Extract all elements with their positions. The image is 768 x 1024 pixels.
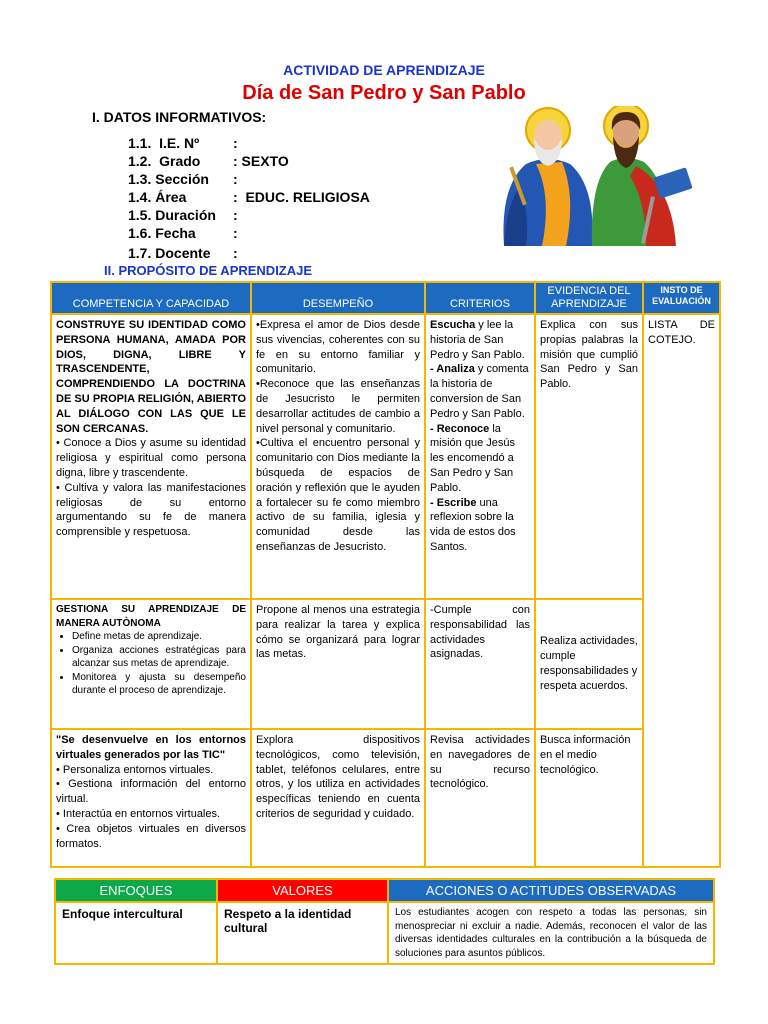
criterios-cell: -Cumple con responsabilidad las actividades asignadas. [425,599,535,729]
enfoques-table [54,878,715,965]
competencia-title: "Se desenvuelve en los entornos virtuales generados por las TIC" [56,734,246,761]
table-row [51,729,720,867]
capacidad-item: • Gestiona información del entorno virtual. [56,778,246,806]
capacidad-item: • Define metas de aprendizaje. [72,630,246,644]
capacidad-item: • Organiza acciones estratégicas para alcanzar sus metas de aprendizaje. [72,644,246,671]
section-proposito-title: II. PROPÓSITO DE APRENDIZAJE [104,263,313,278]
evidencia-cell: Busca información en el medio tecnológico. [535,729,643,867]
table-row [55,902,714,964]
desempeno-cell: Explora dispositivos tecnológicos, como televisión, tablet, teléfonos celulares, entre otros, y los utiliza en actividades específicas teniendo en cuenta criterios de seguridad y cuidado. [251,729,425,867]
desempeno-cell [251,314,425,599]
section-datos-informativos-title: I. DATOS INFORMATIVOS: [92,109,267,125]
capacidad-item: • Personaliza entornos virtuales. [56,763,214,776]
competencia-cell [51,729,251,867]
accion-cell: Los estudiantes acogen con respeto a todas las personas, sin menospreciar ni excluir a nadie. Además, reconocen el valor de las diversas identidades culturales en la contribución a la búsqueda de soluciones para asuntos públicos. [388,902,714,964]
desempeno-cell: Propone al menos una estrategia para realizar la tarea y explica cómo se organizará para lograr las metas. [251,599,425,729]
table-row [51,314,720,599]
capacidad-item: • Conoce a Dios y asume su identidad religiosa y espiritual como persona digna, libre y trascendente. [56,437,246,479]
info-grado: 1.2. Grado : SEXTO [128,153,289,169]
header-competencia: COMPETENCIA Y CAPACIDAD [51,282,251,314]
criterio-item: - Reconoce la misión que Jesús les encomendó a San Pedro y San Pablo. [430,422,515,494]
desempeno-item: •Cultiva el encuentro personal y comunitario con Dios mediante la búsqueda de espacios de oración y reflexión que le ayuden a fortalecer su fe como miembro activo de su familia, iglesia y comunidad desde las enseñanzas de Jesucristo. [256,437,420,553]
competencia-title: GESTIONA SU APRENDIZAJE DE MANERA AUTÒNOMA [56,604,246,629]
info-duracion: 1.5. Duración : [128,207,238,223]
info-seccion: 1.3. Sección : [128,171,238,187]
criterio-item: - Analiza y comenta la historia de conversion de San Pedro y San Pablo. [430,363,529,420]
enfoque-cell: Enfoque intercultural [55,902,217,964]
activity-title: ACTIVIDAD DE APRENDIZAJE [283,62,485,78]
table-row [51,599,720,729]
competencia-cell [51,599,251,729]
criterios-cell: Revisa actividades en navegadores de su recurso tecnológico. [425,729,535,867]
header-acciones: ACCIONES O ACTITUDES OBSERVADAS [388,879,714,902]
header-evidencia: EVIDENCIA DEL APRENDIZAJE [535,282,643,314]
capacidad-item: • Monitorea y ajusta su desempeño durante el proceso de aprendizaje. [72,671,246,698]
competencia-cell [51,314,251,599]
valor-cell: Respeto a la identidad cultural [217,902,388,964]
competencia-title: CONSTRUYE SU IDENTIDAD COMO PERSONA HUMANA, AMADA POR DIOS, DIGNA, LIBRE Y TRASCENDENTE, COMPRENDIENDO LA DOCTRINA DE SU PROPIA RELIGIÓN, ABIERTO AL DIÁLOGO CON LAS QUE LE SON CERCANAS. [56,319,246,435]
capacidad-item: • Crea objetos virtuales en diversos formatos. [56,822,246,850]
instrumento-cell: LISTA DE COTEJO. [643,314,720,867]
proposito-table [50,281,721,868]
info-area: 1.4. Área : EDUC. RELIGIOSA [128,189,370,205]
criterio-item: Escucha y lee la historia de San Pedro y San Pablo. [430,319,525,361]
evidencia-cell: Explica con sus propias palabras la misión que cumplió San Pedro y San Pablo. [535,314,643,599]
desempeno-item: •Reconoce que las enseñanzas de Jesucristo le permiten desarrollar actitudes de cambio a nivel personal y comunitario. [256,378,420,435]
info-fecha: 1.6. Fecha : [128,225,238,241]
evidencia-cell: Realiza actividades, cumple responsabilidades y respeta acuerdos. [535,599,643,729]
criterio-item: - Escribe una reflexion sobre la vida de estos dos Santos. [430,496,516,553]
saints-illustration [496,106,706,246]
header-criterios: CRITERIOS [425,282,535,314]
header-valores: VALORES [217,879,388,902]
header-desempeno: DESEMPEÑO [251,282,425,314]
main-title: Día de San Pedro y San Pablo [242,82,526,104]
header-instrumento: INSTO DE EVALUACIÓN [643,282,720,314]
capacidad-item: • Cultiva y valora las manifestaciones religiosas de su entorno argumentando su fe de manera comprensible y respetuosa. [56,481,246,539]
header-enfoques: ENFOQUES [55,879,217,902]
criterios-cell [425,314,535,599]
desempeno-item: •Expresa el amor de Dios desde sus vivencias, coherentes con su fe en su entorno familiar y comunitario. [256,319,420,376]
capacidad-item: • Interactúa en entornos virtuales. [56,807,221,820]
info-ie: 1.1. I.E. Nº : [128,135,238,151]
info-docente: 1.7. Docente : [128,245,238,261]
